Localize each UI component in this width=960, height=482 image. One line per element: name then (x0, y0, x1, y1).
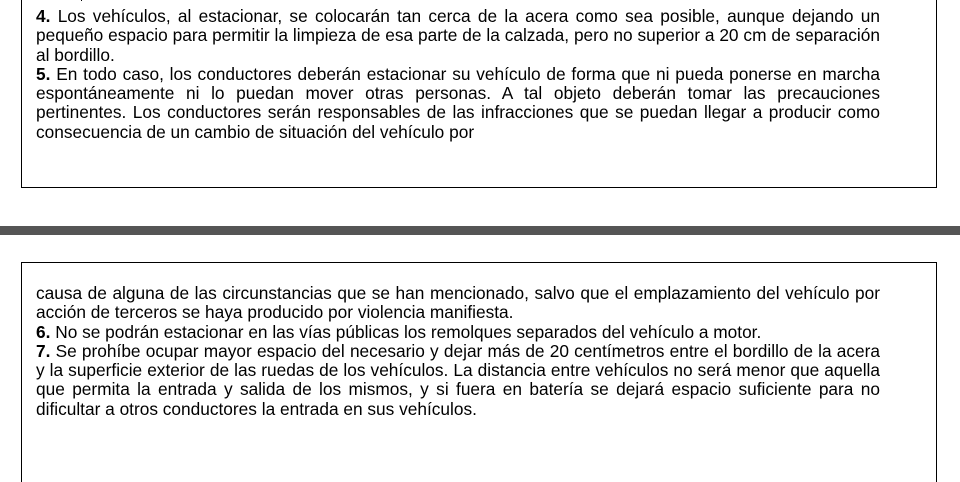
page-separator (0, 226, 960, 235)
paragraph-text: No se podrán estacionar en las vías públicas los remolques separados del vehículo a motor. (55, 321, 762, 342)
paragraph-number: 5. (36, 63, 51, 84)
paragraph-text: Los vehículos, al estacionar, se colocarán tan cerca de la acera como sea posible, aunque dejando un pequeño espacio para permitir la limpieza de esa parte de la calzada, pero no superior a 20 cm de separación al bordillo. (36, 6, 880, 65)
paragraph-continuation (36, 284, 880, 323)
page-top-edge-mark (81, 0, 82, 1)
paragraph-5 (36, 65, 880, 142)
paragraph-text: En todo caso, los conductores deberán estacionar su vehículo de forma que ni pueda ponerse en marcha espontáneamente ni lo puedan mover otras personas. A tal objeto deberán tomar las precauciones pertinentes. Los conductores serán responsables de las infracciones que se puedan llegar a producir como consecuencia de un cambio de situación del vehículo por (36, 63, 880, 142)
paragraph-text: causa de alguna de las circunstancias que se han mencionado, salvo que el emplazamiento del vehículo por acción de terceros se haya producido por violencia manifiesta. (36, 283, 880, 323)
paragraph-4 (36, 7, 880, 65)
paragraph-text: Se prohíbe ocupar mayor espacio del necesario y dejar más de 20 centímetros entre el bordillo de la acera y la superficie exterior de las ruedas de los vehículos. La distancia entre vehículos no será menor que aquella que permita la entrada y salida de los mismos, y si fuera en batería se dejará espacio suficiente para no dificultar a otros conductores la entrada en sus vehículos. (36, 340, 880, 419)
page-top-text (36, 7, 880, 142)
paragraph-number: 4. (36, 6, 51, 26)
paragraph-number: 6. (36, 321, 51, 342)
paragraph-6 (36, 323, 880, 342)
page-bottom-text (36, 284, 880, 419)
paragraph-7 (36, 342, 880, 419)
paragraph-number: 7. (36, 340, 51, 361)
